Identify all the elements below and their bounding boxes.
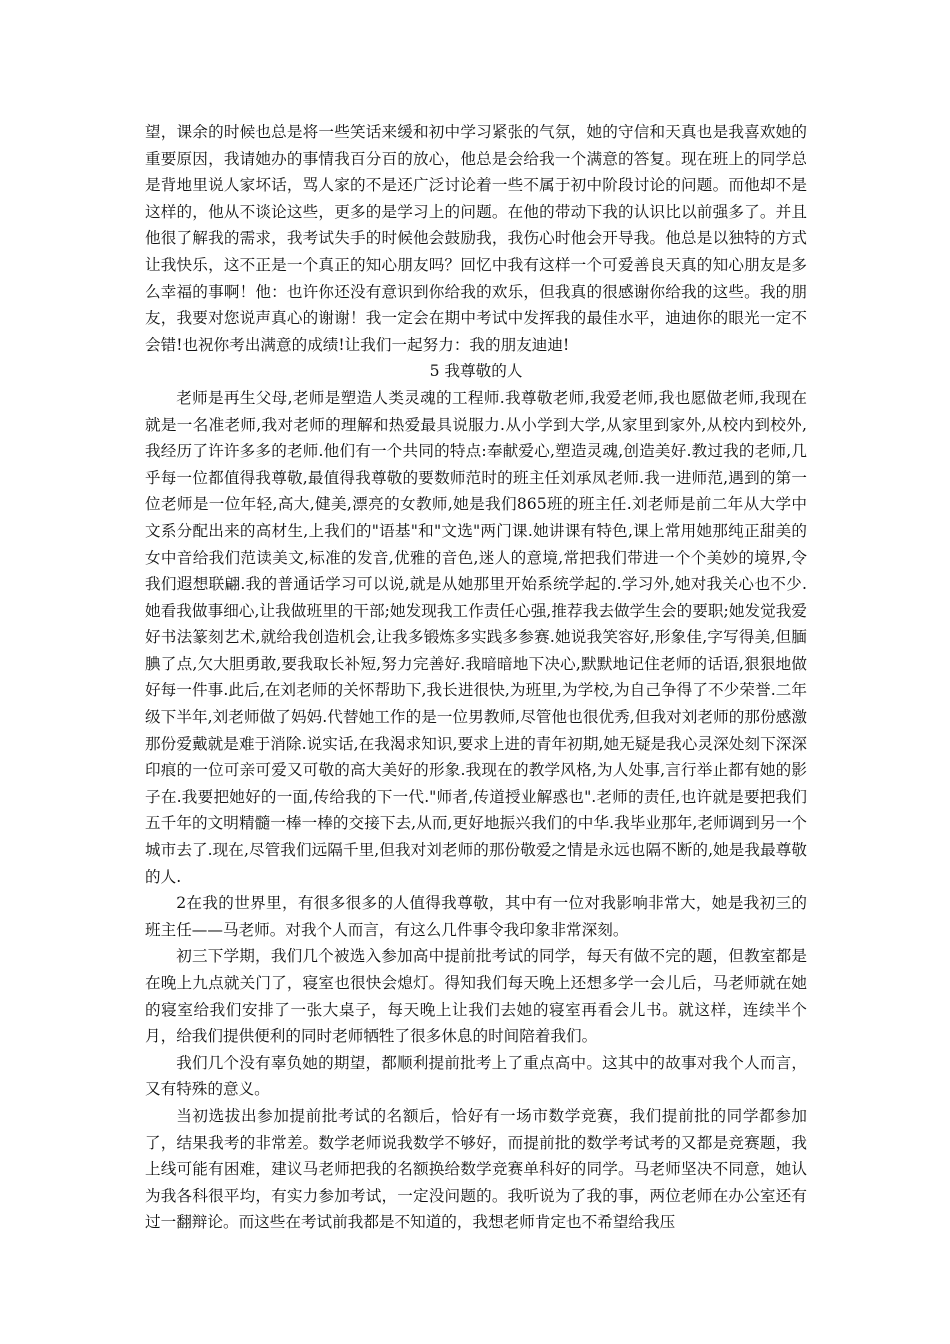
paragraph-teacher-liu: 老师是再生父母,老师是塑造人类灵魂的工程师.我尊敬老师,我爱老师,我也愿做老师,我现在就是一名准老师,我对老师的理解和热爱最具说服力.从小学到大学,从家里到家外,从校内到校外,我经历了许许多多的老师.他们有一个共同的特点:奉献爱心,塑造灵魂,创造美好.教过我的老师,几乎每一位都值得我尊敬,最值得我尊敬的要数师范时的班主任刘承凤老师.我一进师范,遇到的第一位老师是一位年轻,高大,健美,漂亮的女教师,她是我们865班的班主任.刘老师是前二年从大学中文系分配出来的高材生,上我们的"语基"和"文选"两门课.她讲课有特色,课上常用她那纯正甜美的女中音给我们范读美文,标准的发音,优雅的音色,迷人的意境,常把我们带进一个个美妙的境界,令我们遐想联翩.我的普通话学习可以说,就是从她那里开始系统学起的.学习外,她对我关心也不少.她看我做事细心,让我做班里的干部;她发现我工作责任心强,推荐我去做学生会的要职;她发觉我爱好书法篆刻艺术,就给我创造机会,让我多锻炼多实践多参赛.她说我笑容好,形象佳,字写得美,但腼腆了点,欠大胆勇敢,要我取长补短,努力完善好.我暗暗地下决心,默默地记住老师的话语,狠狠地做好每一件事.此后,在刘老师的关怀帮助下,我长进很快,为班里,为学校,为自己争得了不少荣誉.二年级下半年,刘老师做了妈妈.代替她工作的是一位男教师,尽管他也很优秀,但我对刘老师的那份感激那份爱戴就是难于消除.说实话,在我渴求知识,要求上进的青年初期,她无疑是我心灵深处刻下深深印痕的一位可亲可爱又可敬的高大美好的形象.我现在的教学风格,为人处事,言行举止都有她的影子在.我要把她好的一面,传给我的下一代."师者,传道授业解惑也".老师的责任,也许就是要把我们五千年的文明精髓一棒一棒的交接下去,从而,更好地振兴我们的中华.我毕业那年,老师调到另一个城市去了.现在,尽管我们远隔千里,但我对刘老师的那份敬爱之情是永远也隔不断的,她是我最尊敬的人. — [145, 388, 807, 886]
paragraph-teacher-ma-intro: 2在我的世界里，有很多很多的人值得我尊敬，其中有一位对我影响非常大，她是我初三的班主任——马老师。对我个人而言，有这么几件事令我印象非常深刻。 — [145, 894, 807, 939]
paragraph-math-competition: 当初选拔出参加提前批考试的名额后，恰好有一场市数学竞赛，我们提前批的同学都参加了，结果我考的非常差。数学老师说我数学不够好，而提前批的数学考试考的又都是竞赛题，我上线可能有困难，建议马老师把我的名额换给数学竞赛单科好的同学。马老师坚决不同意，她认为我各科很平均，有实力参加考试，一定没问题的。我听说为了我的事，两位老师在办公室还有过一翻辩论。而这些在考试前我都是不知道的，我想老师肯定也不希望给我压 — [145, 1106, 807, 1232]
document-page — [145, 119, 807, 1236]
paragraph-dorm-study: 初三下学期，我们几个被选入参加高中提前批考试的同学，每天有做不完的题，但教室都是在晚上九点就关门了，寝室也很快会熄灯。得知我们每天晚上还想多学一会儿后，马老师就在她的寝室给我们安排了一张大桌子，每天晚上让我们去她的寝室再看会儿书。就这样，连续半个月，给我们提供便利的同时老师牺牲了很多休息的时间陪着我们。 — [145, 947, 807, 1046]
paragraph-exam-result: 我们几个没有辜负她的期望，都顺利提前批考上了重点高中。这其中的故事对我个人而言，又有特殊的意义。 — [145, 1053, 807, 1099]
section-heading: 5 我尊敬的人 — [429, 362, 523, 381]
paragraph-friend-continued: 望，课余的时候也总是将一些笑话来缓和初中学习紧张的气氛，她的守信和天真也是我喜欢她的重要原因，我请她办的事情我百分百的放心，他总是会给我一个满意的答复。现在班上的同学总是背地里说人家坏话，骂人家的不是还广泛讨论着一些不属于初中阶段讨论的问题。而他却不是这样的，他从不谈论这些，更多的是学习上的问题。在他的带动下我的认识比以前强多了。并且他很了解我的需求，我考试失手的时候他会鼓励我，我伤心时他会开导我。他总是以独特的方式让我快乐，这不正是一个真正的知心朋友吗？回忆中我有这样一个可爱善良天真的知心朋友是多么幸福的事啊！他：也许你还没有意识到你给我的欢乐，但我真的很感谢你给我的这些。我的朋友，我要对您说声真心的谢谢！我一定会在期中考试中发挥我的最佳水平，迪迪你的眼光一定不会错!也祝你考出满意的成绩!让我们一起努力：我的朋友迪迪! — [145, 123, 807, 354]
